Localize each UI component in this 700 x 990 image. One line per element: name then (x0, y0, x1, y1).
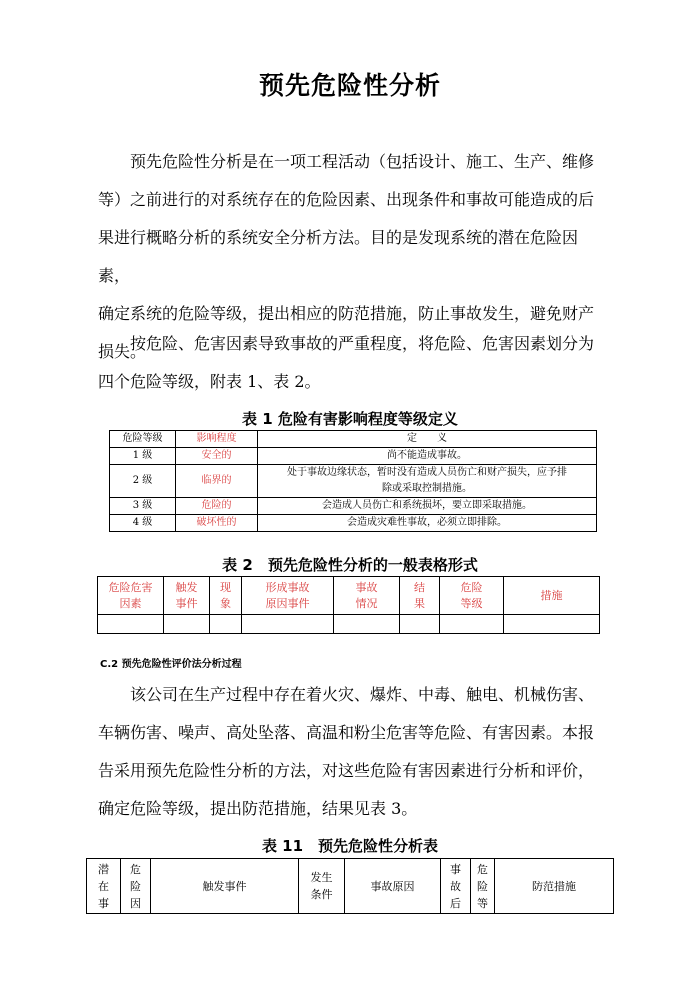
impact-cell: 破坏性的 (176, 515, 258, 532)
header-line: 条件 (310, 888, 333, 901)
table-row (110, 515, 597, 532)
header-line: 触发 (175, 580, 198, 594)
header-line: 险 (477, 879, 488, 893)
header-line: 因素 (119, 596, 142, 610)
analysis-paragraph (98, 676, 608, 828)
level-cell: 2 级 (110, 465, 176, 498)
pha-form-table (97, 576, 600, 634)
definition-cell: 尚不能造成事故。 (258, 448, 597, 465)
header-cell (471, 859, 495, 914)
header-cell (210, 577, 242, 615)
header-cell (98, 577, 164, 615)
header-cell: 事故原因 (345, 859, 441, 914)
table1-caption: 表 1 危险有害影响程度等级定义 (242, 410, 458, 428)
header-line: 危险危害 (108, 580, 153, 594)
table-row (110, 498, 597, 515)
definition-line: 除或采取控制措施。 (382, 483, 472, 494)
classification-paragraph (98, 325, 608, 401)
header-line: 危 (477, 862, 488, 876)
header-line: 发生 (310, 871, 333, 884)
impact-cell: 安全的 (176, 448, 258, 465)
header-line: 危险 (460, 580, 483, 594)
header-line: 事件 (175, 596, 198, 610)
header-line: 潜 (98, 862, 109, 876)
hazard-level-table (109, 430, 597, 532)
empty-cell (440, 615, 504, 634)
header-cell: 定 义 (258, 431, 597, 448)
header-cell (242, 577, 334, 615)
header-cell (334, 577, 400, 615)
table-header-row (98, 577, 600, 615)
table-row (110, 465, 597, 498)
level-cell: 1 级 (110, 448, 176, 465)
header-line: 故 (450, 879, 461, 893)
table2-caption: 表 2 预先危险性分析的一般表格形式 (222, 556, 478, 574)
definition-cell (258, 465, 597, 498)
classification-line: 四个危险等级，附表 1、表 2。 (98, 372, 321, 391)
header-cell (121, 859, 151, 914)
empty-cell (334, 615, 400, 634)
section-heading: C.2 预先危险性评价法分析过程 (100, 659, 242, 670)
table-header-row (110, 431, 597, 448)
intro-line: 损失。 (98, 342, 147, 361)
header-line: 事 (450, 862, 461, 876)
definition-line: 处于事故边缘状态，暂时没有造成人员伤亡和财产损失，应予排 (287, 467, 567, 478)
header-line: 原因事件 (265, 596, 310, 610)
intro-line: 果进行概略分析的系统安全分析方法。目的是发现系统的潜在危险因素， (98, 228, 579, 285)
table-header-row (87, 859, 614, 914)
analysis-line: 该公司在生产过程中存在着火灾、爆炸、中毒、触电、机械伤害、 (130, 685, 595, 704)
header-line: 在 (98, 879, 109, 893)
analysis-line: 车辆伤害、噪声、高处坠落、高温和粉尘危害等危险、有害因素。本报 (98, 723, 595, 742)
header-line: 后 (450, 896, 461, 910)
header-line: 险 (130, 879, 141, 893)
table-row (98, 615, 600, 634)
header-cell: 措施 (504, 577, 600, 615)
header-cell: 防范措施 (495, 859, 614, 914)
classification-line: 按危险、危害因素导致事故的严重程度，将危险、危害因素划分为 (130, 334, 595, 353)
header-line: 等 (477, 896, 488, 910)
header-cell (299, 859, 345, 914)
empty-cell (164, 615, 210, 634)
empty-cell (210, 615, 242, 634)
empty-cell (242, 615, 334, 634)
header-cell: 危险等级 (110, 431, 176, 448)
intro-line: 等）之前进行的对系统存在的危险因素、出现条件和事故可能造成的后 (98, 190, 595, 209)
header-line: 结 (414, 580, 425, 594)
definition-cell: 会造成灾难性事故，必须立即排除。 (258, 515, 597, 532)
header-cell (441, 859, 471, 914)
empty-cell (400, 615, 440, 634)
intro-line: 确定系统的危险等级，提出相应的防范措施，防止事故发生，避免财产 (98, 304, 595, 323)
pha-analysis-table (86, 858, 614, 914)
header-line: 果 (414, 596, 425, 610)
intro-line: 预先危险性分析是在一项工程活动（包括设计、施工、生产、维修 (130, 152, 595, 171)
table3-caption: 表 11 预先危险性分析表 (261, 837, 439, 855)
header-cell (164, 577, 210, 615)
definition-cell: 会造成人员伤亡和系统损坏，要立即采取措施。 (258, 498, 597, 515)
header-line: 事 (98, 896, 109, 910)
impact-cell: 临界的 (176, 465, 258, 498)
header-line: 等级 (460, 596, 483, 610)
header-line: 现 (220, 580, 231, 594)
level-cell: 4 级 (110, 515, 176, 532)
header-line: 象 (220, 596, 231, 610)
header-line: 因 (130, 896, 141, 910)
header-line: 形成事故 (265, 580, 310, 594)
header-line: 事故 (355, 580, 378, 594)
header-cell (400, 577, 440, 615)
header-cell (440, 577, 504, 615)
table-row (110, 448, 597, 465)
analysis-line: 确定危险等级，提出防范措施，结果见表 3。 (98, 799, 418, 818)
header-line: 危 (130, 862, 141, 876)
level-cell: 3 级 (110, 498, 176, 515)
header-cell: 影响程度 (176, 431, 258, 448)
header-cell: 触发事件 (151, 859, 299, 914)
header-line: 情况 (355, 596, 378, 610)
empty-cell (504, 615, 600, 634)
page-title: 预先危险性分析 (258, 71, 441, 100)
header-cell (87, 859, 121, 914)
impact-cell: 危险的 (176, 498, 258, 515)
analysis-line: 告采用预先危险性分析的方法，对这些危险有害因素进行分析和评价， (98, 761, 595, 780)
empty-cell (98, 615, 164, 634)
